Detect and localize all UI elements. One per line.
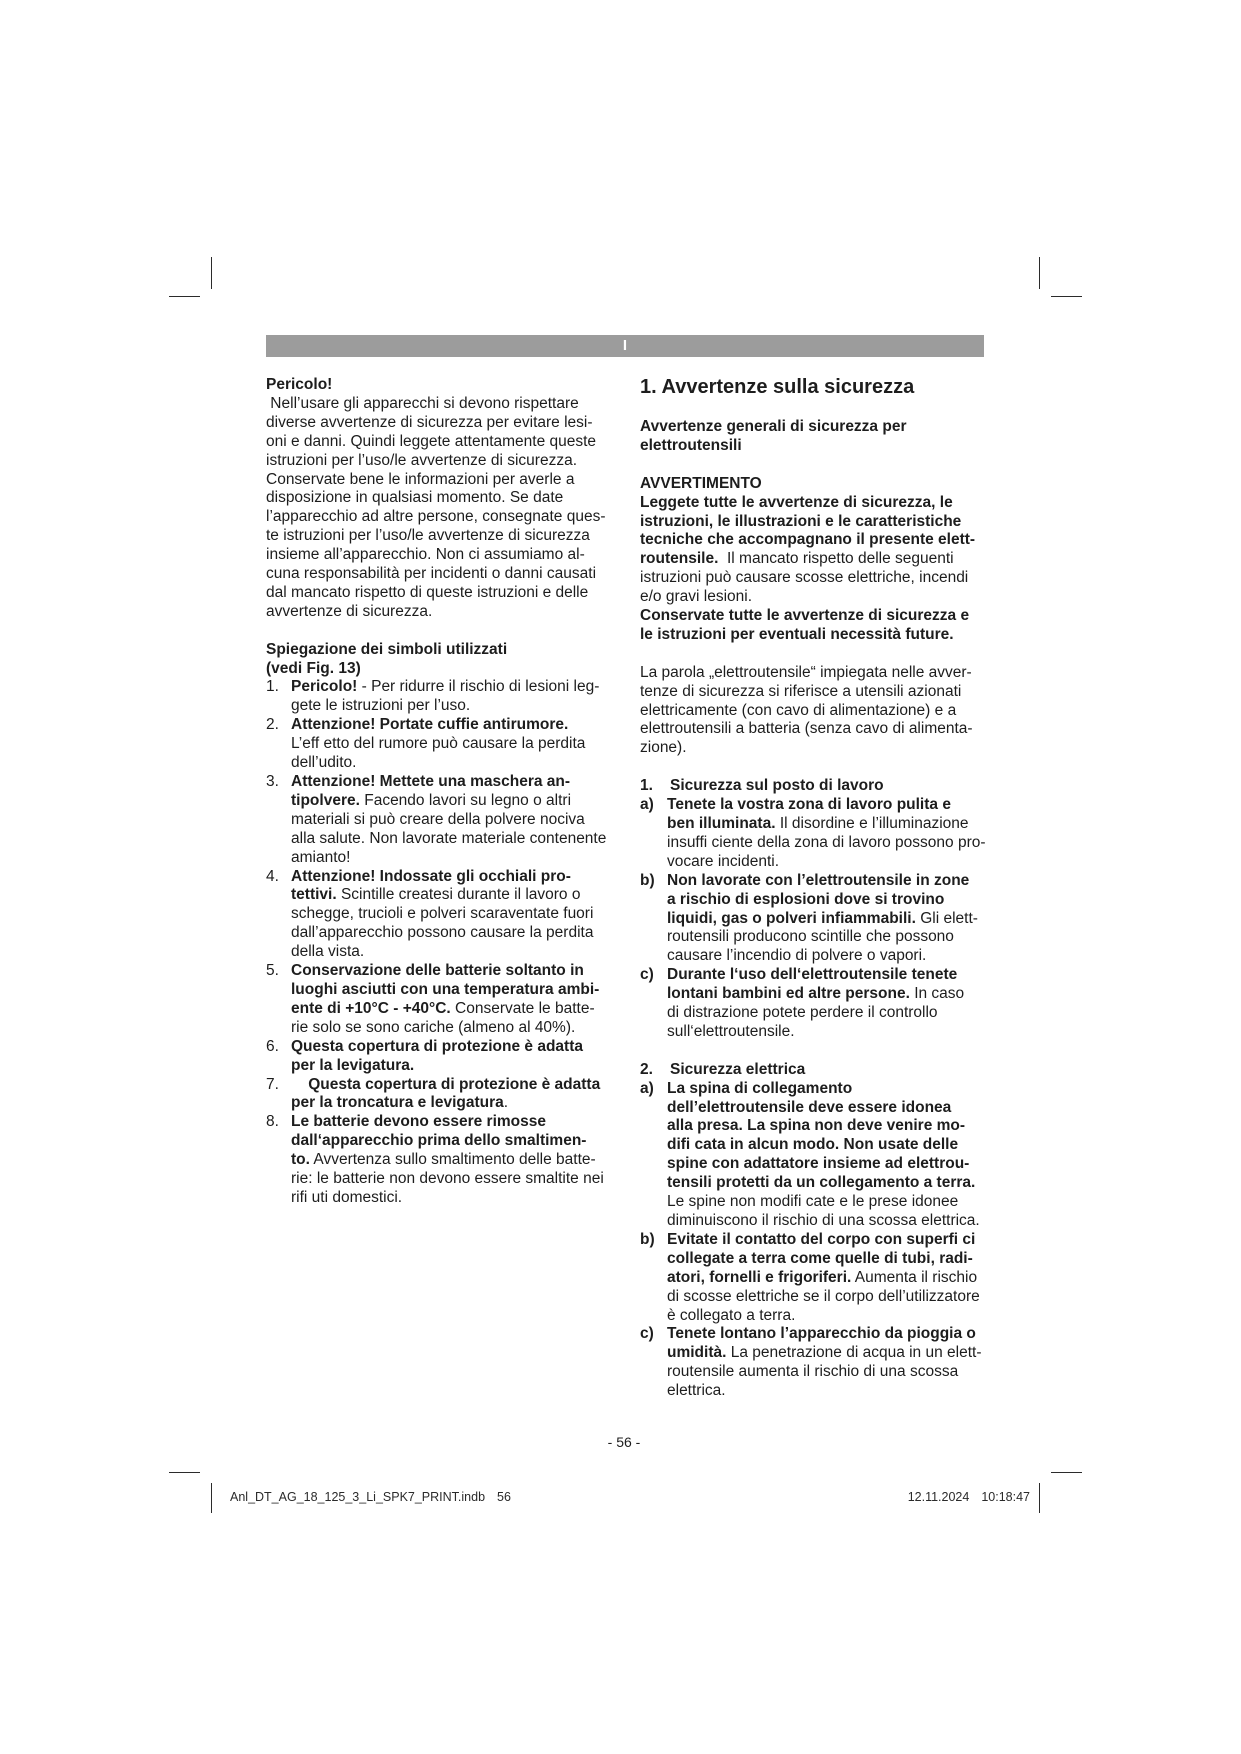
- text-line: [291, 716, 618, 735]
- text-run: diminuiscono il rischio di una scossa elettrica.: [667, 1212, 980, 1229]
- text-run: oni e danni. Quindi leggete attentamente queste: [266, 432, 597, 450]
- bold-text-run: tettivi.: [291, 886, 337, 904]
- section-heading: [640, 777, 1010, 796]
- text-line: [291, 943, 618, 962]
- list-item: [640, 966, 1010, 1042]
- text-run: elettroutensili: [640, 436, 742, 454]
- bold-text-run: Non lavorate con l’elettroutensile in zone: [667, 871, 970, 889]
- text-line: [291, 1019, 618, 1038]
- text-line: [640, 531, 1010, 550]
- text-run: Avvertenza sullo smaltimento delle batte-: [309, 1151, 596, 1169]
- list-item-label: a): [640, 1079, 654, 1097]
- text-run: dall’apparecchio possono causare la perdita: [291, 924, 594, 942]
- text-line: [667, 1155, 1010, 1174]
- text-line: [291, 886, 618, 905]
- text-run: della vista.: [291, 943, 365, 961]
- list-item-label: 4.: [266, 867, 279, 885]
- text-line: [291, 868, 618, 887]
- general-warnings-title: [640, 418, 1010, 456]
- text-run: Scintille createsi durante il lavoro o: [336, 886, 581, 904]
- list-item-label: c): [640, 1325, 654, 1343]
- text-run: l’apparecchio ad altre persone, consegnate ques-: [266, 508, 606, 526]
- text-line: [667, 910, 1010, 929]
- bold-text-run: lontani bambini ed altre persone.: [667, 985, 910, 1003]
- chapter-heading: 1. Avvertenze sulla sicurezza: [640, 376, 915, 398]
- text-line: [640, 607, 1010, 626]
- list-item: [640, 796, 1010, 872]
- text-line: [291, 1094, 618, 1113]
- text-run: cuna responsabilità per incidenti o danni causati: [266, 565, 597, 583]
- language-bar: [266, 335, 984, 357]
- text-line: [667, 1174, 1010, 1193]
- bold-text-run: ente di +10°C - +40°C.: [291, 999, 451, 1017]
- bold-text-run: Pericolo!: [291, 678, 358, 696]
- list-item-label: 6.: [266, 1037, 279, 1055]
- text-run: avvertenze di sicurezza.: [266, 602, 433, 620]
- text-run: dell’udito.: [291, 754, 357, 772]
- text-run: Il mancato rispetto delle seguenti: [718, 550, 954, 568]
- bold-text-run: Questa copertura di protezione è adatta: [291, 1037, 583, 1055]
- danger-section: [266, 376, 618, 622]
- text-run: zione).: [640, 739, 687, 757]
- list-item-label: 7.: [266, 1075, 279, 1093]
- text-run: rie solo se sono cariche (almeno al 40%).: [291, 1018, 576, 1036]
- text-run: In caso: [909, 985, 965, 1003]
- list-item: [640, 872, 1010, 967]
- text-run: Conservate bene le informazioni per averle a: [266, 470, 575, 488]
- right-column: [640, 374, 1010, 1401]
- list-item-label: 2.: [266, 716, 279, 734]
- text-run: routensile aumenta il rischio di una scossa: [667, 1363, 959, 1381]
- text-run: causare l’incendio di polvere o vapori.: [667, 947, 927, 965]
- text-run: istruzioni per l’uso/le avvertenze di sicurezza.: [266, 451, 577, 469]
- list-item: [266, 716, 618, 773]
- section-list: [640, 1080, 1010, 1401]
- bold-text-run: luoghi asciutti con una temperatura ambi-: [291, 980, 600, 998]
- text-run: elettricamente (con cavo di alimentazione) e a: [640, 701, 957, 719]
- text-run: Le spine non modifi cate e le prese idonee: [667, 1193, 959, 1211]
- bold-text-run: istruzioni, le illustrazioni e le caratteristiche: [640, 512, 962, 530]
- bold-text-run: tipolvere.: [291, 791, 360, 809]
- left-column: [266, 376, 618, 1208]
- text-run: è collegato a terra.: [667, 1306, 796, 1324]
- bold-text-run: Conservate tutte le avvertenze di sicurezza e: [640, 607, 970, 625]
- text-line: [667, 1099, 1010, 1118]
- list-item: [266, 868, 618, 963]
- text-line: [291, 697, 618, 716]
- text-line: [667, 872, 1010, 891]
- list-item-label: b): [640, 871, 655, 889]
- text-run: routensili producono scintille che possono: [667, 928, 954, 946]
- bold-text-run: umidità.: [667, 1344, 727, 1362]
- bold-text-run: Le batterie devono essere rimosse: [291, 1113, 547, 1131]
- bold-text-run: Durante l‘uso dell‘elettroutensile tenete: [667, 966, 958, 984]
- print-timestamp: [908, 1489, 1030, 1505]
- text-line: [291, 1189, 618, 1208]
- page-number: - 56 -: [607, 1434, 641, 1450]
- text-run: Il disordine e l’illuminazione: [775, 814, 969, 832]
- bold-text-run: tecniche che accompagnano il presente elett-: [640, 531, 976, 549]
- text-run: La parola „elettroutensile“ impiegata nelle avver-: [640, 663, 972, 681]
- section-list: [640, 796, 1010, 1042]
- list-item: [266, 678, 618, 716]
- text-line: [266, 565, 618, 584]
- text-line: [266, 452, 618, 471]
- text-line: [291, 792, 618, 811]
- list-item-label: 5.: [266, 962, 279, 980]
- text-line: [667, 1269, 1010, 1288]
- text-run: di distrazione potete perdere il controllo: [667, 1004, 938, 1022]
- text-line: [667, 1023, 1010, 1042]
- text-line: [266, 489, 618, 508]
- text-run: e/o gravi lesioni.: [640, 588, 753, 606]
- bold-text-run: Attenzione! Indossate gli occhiali pro-: [291, 867, 571, 885]
- text-line: [667, 853, 1010, 872]
- text-line: [667, 1212, 1010, 1231]
- text-line: [667, 891, 1010, 910]
- list-item: [640, 1325, 1010, 1401]
- text-line: [640, 702, 1010, 721]
- list-item: [266, 962, 618, 1038]
- text-run: Spiegazione dei simboli utilizzati: [266, 640, 508, 658]
- bold-text-run: difi cata in alcun modo. Non usate delle: [667, 1136, 959, 1154]
- bold-text-run: Tenete lontano l’apparecchio da pioggia o: [667, 1325, 976, 1343]
- crop-mark-top-right-vertical: [1039, 257, 1040, 289]
- safety-sections: [640, 777, 1010, 1401]
- text-run: Conservate le batte-: [450, 999, 595, 1017]
- text-run: dal mancato rispetto di queste istruzioni e delle: [266, 583, 589, 601]
- text-line: [667, 1231, 1010, 1250]
- text-line: [291, 1038, 618, 1057]
- text-line: [291, 811, 618, 830]
- bold-text-run: Conservazione delle batterie soltanto in: [291, 962, 584, 980]
- text-run: materiali si può creare della polvere nociva: [291, 810, 585, 828]
- bold-text-run: per la troncatura e levigatura: [291, 1094, 504, 1112]
- text-line: [667, 1288, 1010, 1307]
- crop-mark-top-left-horizontal: [169, 296, 200, 297]
- safety-section: [640, 1061, 1010, 1401]
- text-line: [291, 754, 618, 773]
- text-run: te istruzioni per l’uso/le avvertenze di sicurezza: [266, 527, 590, 545]
- danger-title: Pericolo!: [266, 376, 333, 393]
- bold-text-run: Questa copertura di protezione è adatta: [291, 1075, 601, 1093]
- text-line: [640, 626, 1010, 645]
- text-run: Facendo lavori su legno o altri: [359, 791, 572, 809]
- text-line: [640, 739, 1010, 758]
- list-item-label: b): [640, 1230, 655, 1248]
- text-run: .: [503, 1094, 509, 1112]
- list-item: [640, 1231, 1010, 1326]
- section-number: 2.: [640, 1060, 653, 1078]
- text-line: [291, 1170, 618, 1189]
- bold-text-run: La spina di collegamento: [667, 1079, 853, 1097]
- list-item: [266, 1076, 618, 1114]
- crop-mark-bottom-left-horizontal: [169, 1472, 200, 1473]
- text-line: [667, 947, 1010, 966]
- text-line: [291, 735, 618, 754]
- text-line: [266, 641, 618, 660]
- text-run: sull‘elettroutensile.: [667, 1022, 795, 1040]
- section-number: 1.: [640, 777, 653, 795]
- crop-mark-top-left-vertical: [211, 257, 212, 289]
- text-run: Avvertenze generali di sicurezza per: [640, 418, 907, 435]
- text-run: istruzioni può causare scosse elettriche, incendi: [640, 569, 969, 587]
- print-file-page: 56: [497, 1490, 511, 1504]
- text-line: [291, 981, 618, 1000]
- bold-text-run: routensile.: [640, 550, 719, 568]
- text-run: di scosse elettriche se il corpo dell’utilizzatore: [667, 1287, 980, 1305]
- safety-section: [640, 777, 1010, 1042]
- text-line: [291, 962, 618, 981]
- bold-text-run: spine con adattatore insieme ad elettrou-: [667, 1155, 970, 1173]
- text-run: schegge, trucioli e polveri scaraventate fuori: [291, 905, 594, 923]
- text-run: insieme all’apparecchio. Non ci assumiamo al-: [266, 546, 585, 564]
- text-line: [640, 720, 1010, 739]
- text-line: [667, 985, 1010, 1004]
- text-run: rifi uti domestici.: [291, 1188, 403, 1206]
- bold-text-run: per la levigatura.: [291, 1056, 415, 1074]
- list-item: [266, 1113, 618, 1208]
- text-line: [667, 966, 1010, 985]
- text-run: La penetrazione di acqua in un elett-: [726, 1344, 982, 1362]
- text-run: (vedi Fig. 13): [266, 659, 361, 677]
- crop-mark-bottom-right-horizontal: [1051, 1472, 1082, 1473]
- text-line: [667, 1382, 1010, 1401]
- list-item-label: 3.: [266, 773, 279, 791]
- text-line: [266, 433, 618, 452]
- warning-text: [640, 494, 1010, 645]
- print-time: 10:18:47: [981, 1490, 1030, 1504]
- text-line: [667, 1117, 1010, 1136]
- bold-text-run: le istruzioni per eventuali necessità future.: [640, 625, 954, 643]
- text-line: [266, 395, 618, 414]
- bold-text-run: tensili protetti da un collegamento a terra.: [667, 1174, 976, 1192]
- text-line: [667, 1325, 1010, 1344]
- text-line: [667, 1080, 1010, 1099]
- text-line: [291, 773, 618, 792]
- text-run: tenze di sicurezza si riferisce a utensili azionati: [640, 682, 962, 700]
- text-line: [640, 437, 1010, 456]
- text-line: [640, 683, 1010, 702]
- text-line: [266, 584, 618, 603]
- text-line: [291, 1057, 618, 1076]
- bold-text-run: Leggete tutte le avvertenze di sicurezza, le: [640, 493, 953, 511]
- section-title: Sicurezza sul posto di lavoro: [670, 777, 884, 795]
- text-line: [291, 1151, 618, 1170]
- language-code: I: [622, 337, 628, 354]
- text-line: [667, 1136, 1010, 1155]
- text-line: [640, 588, 1010, 607]
- bold-text-run: a rischio di esplosioni dove si trovino: [667, 890, 945, 908]
- text-line: [291, 924, 618, 943]
- list-item-label: 1.: [266, 678, 279, 696]
- section-title: Sicurezza elettrica: [670, 1060, 806, 1078]
- crop-mark-top-right-horizontal: [1051, 296, 1082, 297]
- power-tool-definition: [640, 664, 1010, 759]
- bold-text-run: ben illuminata.: [667, 814, 776, 832]
- text-line: [291, 1132, 618, 1151]
- text-line: [667, 1250, 1010, 1269]
- print-file-info: [230, 1489, 511, 1505]
- bold-text-run: Attenzione! Portate cuffie antirumore.: [291, 716, 569, 734]
- bold-text-run: liquidi, gas o polveri infiammabili.: [667, 909, 916, 927]
- bold-text-run: dall‘apparecchio prima dello smaltimen-: [291, 1132, 587, 1150]
- crop-mark-bottom-right-vertical: [1039, 1483, 1040, 1513]
- list-item-label: 8.: [266, 1113, 279, 1131]
- text-line: [640, 494, 1010, 513]
- text-run: vocare incidenti.: [667, 852, 780, 870]
- text-line: [640, 550, 1010, 569]
- bold-text-run: Attenzione! Mettete una maschera an-: [291, 773, 571, 791]
- text-line: [291, 1113, 618, 1132]
- list-item-label: a): [640, 796, 654, 814]
- crop-mark-bottom-left-vertical: [211, 1483, 212, 1513]
- text-line: [266, 471, 618, 490]
- text-line: [266, 660, 618, 679]
- text-run: disposizione in qualsiasi momento. Se date: [266, 489, 564, 507]
- text-line: [291, 905, 618, 924]
- print-date: 12.11.2024: [907, 1490, 970, 1504]
- text-run: gete le istruzioni per l’uso.: [291, 697, 471, 715]
- text-line: [266, 508, 618, 527]
- text-line: [266, 603, 618, 622]
- text-line: [266, 546, 618, 565]
- text-line: [667, 815, 1010, 834]
- text-line: [291, 1076, 618, 1095]
- bold-text-run: dell’elettroutensile deve essere idonea: [667, 1098, 952, 1116]
- list-item: [640, 1080, 1010, 1231]
- text-run: diverse avvertenze di sicurezza per evitare lesi-: [266, 413, 593, 431]
- text-line: [667, 1344, 1010, 1363]
- text-line: [667, 1363, 1010, 1382]
- list-item: [266, 1038, 618, 1076]
- warning-section: [640, 475, 1010, 645]
- text-run: rie: le batterie non devono essere smaltite nei: [291, 1170, 604, 1188]
- list-item: [266, 773, 618, 868]
- text-line: [667, 796, 1010, 815]
- warning-label: AVVERTIMENTO: [640, 474, 762, 492]
- text-line: [291, 830, 618, 849]
- text-line: [266, 527, 618, 546]
- bold-text-run: collegate a terra come quelle di tubi, radi-: [667, 1249, 973, 1267]
- text-run: alla salute. Non lavorate materiale contenente: [291, 829, 607, 847]
- text-line: [640, 664, 1010, 683]
- bold-text-run: alla presa. La spina non deve venire mo-: [667, 1117, 966, 1135]
- print-file-name: Anl_DT_AG_18_125_3_Li_SPK7_PRINT.indb: [230, 1490, 486, 1504]
- bold-text-run: Tenete la vostra zona di lavoro pulita e: [667, 796, 951, 814]
- text-run: Aumenta il rischio: [851, 1268, 978, 1286]
- list-item-label: c): [640, 966, 654, 984]
- text-run: amianto!: [291, 848, 351, 866]
- text-line: [291, 678, 618, 697]
- text-run: Gli elett-: [915, 909, 978, 927]
- bold-text-run: to.: [291, 1151, 310, 1169]
- text-line: [291, 1000, 618, 1019]
- section-heading: [640, 1061, 1010, 1080]
- text-run: insuffi ciente della zona di lavoro possono pro-: [667, 833, 986, 851]
- symbols-section: [266, 641, 618, 1208]
- symbols-list: [266, 678, 618, 1207]
- text-line: [667, 928, 1010, 947]
- symbols-title: [266, 641, 618, 679]
- text-line: [291, 849, 618, 868]
- text-line: [640, 513, 1010, 532]
- danger-text: [266, 395, 618, 622]
- text-line: [667, 1193, 1010, 1212]
- text-run: elettroutensili a batteria (senza cavo di alimenta-: [640, 720, 973, 738]
- text-line: [640, 418, 1010, 437]
- text-line: [667, 1307, 1010, 1326]
- text-run: elettrica.: [667, 1382, 726, 1400]
- text-run: L’eff etto del rumore può causare la perdita: [291, 735, 586, 753]
- bold-text-run: atori, fornelli e frigoriferi.: [667, 1268, 852, 1286]
- text-run: - Per ridurre il rischio di lesioni leg-: [357, 678, 600, 696]
- text-line: [667, 1004, 1010, 1023]
- text-run: Nell’usare gli apparecchi si devono rispettare: [266, 394, 579, 412]
- text-line: [667, 834, 1010, 853]
- bold-text-run: Evitate il contatto del corpo con superfi ci: [667, 1230, 976, 1248]
- text-line: [266, 414, 618, 433]
- text-line: [640, 569, 1010, 588]
